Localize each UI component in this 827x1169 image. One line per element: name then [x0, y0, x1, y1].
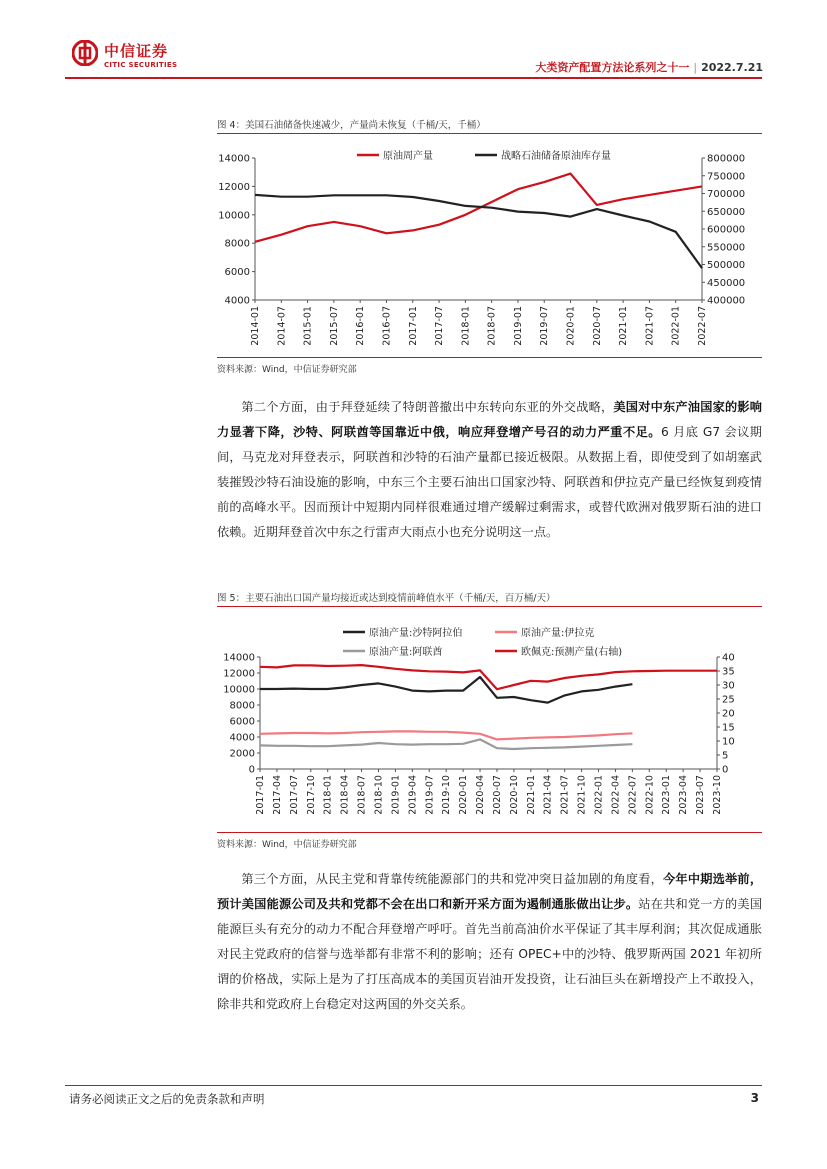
fig5-x-tick-label: 2023-07 [695, 775, 707, 815]
fig5-legend-label: 原油产量:沙特阿拉伯 [369, 628, 463, 639]
fig4-x-tick-label: 2017-01 [407, 306, 419, 346]
fig4-right-tick-label: 750000 [707, 171, 746, 183]
figure4-caption: 图 4：美国石油储备快速减少，产量尚未恢复（千桶/天，千桶） [217, 120, 486, 131]
fig4-x-tick-label: 2019-01 [512, 306, 524, 346]
fig5-right-tick-label: 25 [722, 694, 735, 706]
fig5-x-tick-label: 2018-07 [356, 775, 368, 815]
fig4-right-tick-label: 600000 [707, 224, 746, 236]
fig5-right-tick-label: 20 [722, 708, 735, 720]
fig5-x-tick-label: 2017-01 [255, 775, 266, 815]
figure4-chart [217, 137, 762, 357]
figure4-source-rule [217, 357, 762, 358]
paragraph-1-intro: 第二个方面，由于拜登延续了特朗普撤出中东转向东亚的外交战略， [241, 400, 614, 414]
fig5-x-tick-label: 2020-10 [508, 775, 520, 815]
fig4-right-tick-label: 450000 [707, 277, 746, 289]
fig5-x-tick-label: 2023-04 [678, 775, 690, 815]
fig5-x-tick-label: 2019-01 [390, 775, 402, 815]
fig4-x-tick-label: 2019-07 [539, 306, 551, 346]
fig4-x-tick-label: 2021-07 [644, 306, 656, 346]
figure5-source: 资料来源：Wind，中信证券研究部 [217, 840, 357, 850]
fig4-right-tick-label: 800000 [707, 153, 746, 165]
series-title: 大类资产配置方法论系列之十一 [535, 61, 690, 74]
fig5-x-tick-label: 2021-04 [542, 775, 554, 815]
fig4-left-tick-label: 4000 [224, 295, 250, 307]
figure4-caption-rule [217, 133, 762, 134]
logo-chinese-name: 中信证券 [104, 42, 169, 60]
figure5-caption-rule [217, 606, 762, 607]
fig4-series-line-2 [255, 195, 702, 268]
fig5-series-line-2 [260, 731, 632, 739]
fig5-left-tick-label: 8000 [229, 700, 255, 712]
fig5-right-tick-label: 40 [722, 652, 735, 664]
fig4-left-tick-label: 10000 [218, 210, 250, 222]
fig4-x-tick-label: 2022-01 [670, 306, 682, 346]
fig5-left-tick-label: 0 [248, 764, 255, 776]
citic-logo-icon [72, 40, 98, 66]
fig4-x-tick-label: 2017-07 [434, 306, 446, 346]
fig5-x-tick-label: 2020-07 [491, 775, 503, 815]
fig5-x-tick-label: 2020-04 [475, 775, 487, 815]
fig5-x-tick-label: 2021-01 [525, 775, 537, 815]
fig4-left-tick-label: 6000 [224, 267, 250, 279]
fig5-x-tick-label: 2023-01 [661, 775, 673, 815]
fig5-right-tick-label: 5 [722, 750, 729, 762]
fig4-x-tick-label: 2016-01 [355, 306, 367, 346]
fig4-x-tick-label: 2021-01 [618, 306, 630, 346]
paragraph-2-key-point: 今年中期选举前，预计美国能源公司及共和党都不会在出口和新开采方面为遏制通胀做出让步。 [217, 872, 763, 911]
fig4-right-tick-label: 400000 [707, 295, 746, 307]
fig5-x-tick-label: 2021-10 [576, 775, 588, 815]
fig5-series-line-4 [260, 665, 717, 689]
fig4-x-tick-label: 2018-01 [460, 306, 472, 346]
fig5-x-tick-label: 2023-10 [712, 775, 723, 815]
fig5-left-tick-label: 4000 [229, 732, 255, 744]
fig4-legend-label: 原油周产量 [383, 151, 433, 162]
fig4-left-tick-label: 12000 [218, 181, 250, 193]
figure5-caption: 图 5：主要石油出口国产量均接近或达到疫情前峰值水平（千桶/天，百万桶/天） [217, 593, 556, 604]
fig4-x-tick-label: 2020-07 [591, 306, 603, 346]
fig5-right-tick-label: 35 [722, 666, 735, 678]
fig5-series-line-1 [260, 677, 632, 703]
header-divider [65, 77, 762, 79]
fig5-x-tick-label: 2022-10 [644, 775, 656, 815]
footer-disclaimer: 请务必阅读正文之后的免责条款和声明 [69, 1092, 265, 1106]
paragraph-2-intro: 第三个方面，从民主党和背靠传统能源部门的共和党冲突日益加剧的角度看， [241, 872, 664, 886]
fig5-x-tick-label: 2022-01 [593, 775, 605, 815]
fig5-left-tick-label: 6000 [229, 716, 255, 728]
fig4-left-tick-label: 8000 [224, 238, 250, 250]
fig4-left-tick-label: 14000 [218, 153, 250, 165]
fig5-left-tick-label: 14000 [223, 652, 255, 664]
fig5-x-tick-label: 2022-04 [610, 775, 622, 815]
fig5-x-tick-label: 2017-04 [271, 775, 283, 815]
fig4-x-tick-label: 2018-07 [486, 306, 498, 346]
report-date: 2022.7.21 [701, 61, 763, 74]
paragraph-2 [217, 867, 762, 1017]
fig5-right-tick-label: 0 [722, 764, 729, 776]
fig5-x-tick-label: 2019-10 [441, 775, 453, 815]
fig4-legend-label: 战略石油储备原油库存量 [501, 151, 611, 162]
fig5-x-tick-label: 2018-10 [373, 775, 385, 815]
fig4-right-tick-label: 550000 [707, 242, 746, 254]
fig4-right-tick-label: 650000 [707, 206, 746, 218]
fig5-x-tick-label: 2017-07 [288, 775, 300, 815]
fig5-legend-label: 原油产量:阿联酋 [369, 647, 443, 658]
fig5-x-tick-label: 2019-07 [424, 775, 436, 815]
paragraph-1-key-point: 美国对中东产油国家的影响力显著下降，沙特、阿联酋等国靠近中俄，响应拜登增产号召的动力严重不足。 [217, 400, 762, 439]
fig5-x-tick-label: 2017-10 [305, 775, 317, 815]
fig4-x-tick-label: 2014-07 [276, 306, 288, 346]
figure4-source: 资料来源：Wind，中信证券研究部 [217, 365, 357, 375]
fig4-right-tick-label: 700000 [707, 189, 746, 200]
header-series-info: 大类资产配置方法论系列之十一 | 2022.7.21 [535, 61, 763, 74]
fig5-x-tick-label: 2022-07 [627, 775, 639, 815]
fig5-x-tick-label: 2021-07 [559, 775, 571, 815]
paragraph-2-detail: 站在共和党一方的美国能源巨头有充分的动力不配合拜登增产呼吁。首先当前高油价水平保证了其丰厚利润；其次促成通胀对民主党政府的信誉与选举都有非常不利的影响；还有 OPEC+中的沙特、俄罗斯两国 2021 年初所谓的价格战，实际上是为了打压高成本的美国页岩油开发投资，让石油巨头在新增投产上不敢投入，除非共和党政府上台稳定对这两国的外交关系。 [217, 897, 763, 1011]
fig5-right-tick-label: 30 [722, 680, 735, 692]
fig4-x-tick-label: 2015-07 [328, 306, 340, 346]
page-number: 3 [750, 1091, 759, 1105]
fig5-x-tick-label: 2020-01 [458, 775, 470, 815]
fig5-series-line-3 [260, 739, 632, 749]
fig5-left-tick-label: 12000 [223, 668, 255, 680]
fig5-legend-label: 欧佩克:预测产量(右轴) [521, 647, 623, 658]
logo-english-name: CITIC SECURITIES [104, 61, 178, 69]
figure5-chart [217, 614, 762, 832]
paragraph-1 [217, 395, 762, 545]
fig5-right-tick-label: 15 [722, 722, 735, 734]
fig5-x-tick-label: 2018-01 [322, 775, 334, 815]
fig4-x-tick-label: 2020-01 [565, 306, 577, 346]
fig4-x-tick-label: 2016-07 [381, 306, 393, 346]
fig5-left-tick-label: 10000 [223, 684, 255, 696]
fig4-right-tick-label: 500000 [707, 260, 746, 271]
fig4-x-tick-label: 2015-01 [302, 306, 314, 346]
fig5-right-tick-label: 10 [722, 736, 735, 748]
fig5-legend-label: 原油产量:伊拉克 [521, 628, 595, 639]
footer-divider [65, 1085, 762, 1086]
fig5-left-tick-label: 2000 [229, 748, 255, 760]
figure5-source-rule [217, 832, 762, 833]
fig4-x-tick-label: 2022-07 [697, 306, 708, 346]
fig4-x-tick-label: 2014-01 [250, 306, 261, 346]
fig5-x-tick-label: 2018-04 [339, 775, 351, 815]
paragraph-1-detail: 6 月底 G7 会议期间，马克龙对拜登表示，阿联酋和沙特的石油产量都已接近极限。从数据上看，即使受到了如胡塞武装摧毁沙特石油设施的影响，中东三个主要石油出口国家沙特、阿联酋和伊拉克产量已经恢复到疫情前的高峰水平。因而预计中短期内同样很难通过增产缓解过剩需求，或替代欧洲对俄罗斯石油的进口依赖。近期拜登首次中东之行雷声大雨点小也充分说明这一点。 [217, 425, 762, 539]
fig5-x-tick-label: 2019-04 [407, 775, 419, 815]
